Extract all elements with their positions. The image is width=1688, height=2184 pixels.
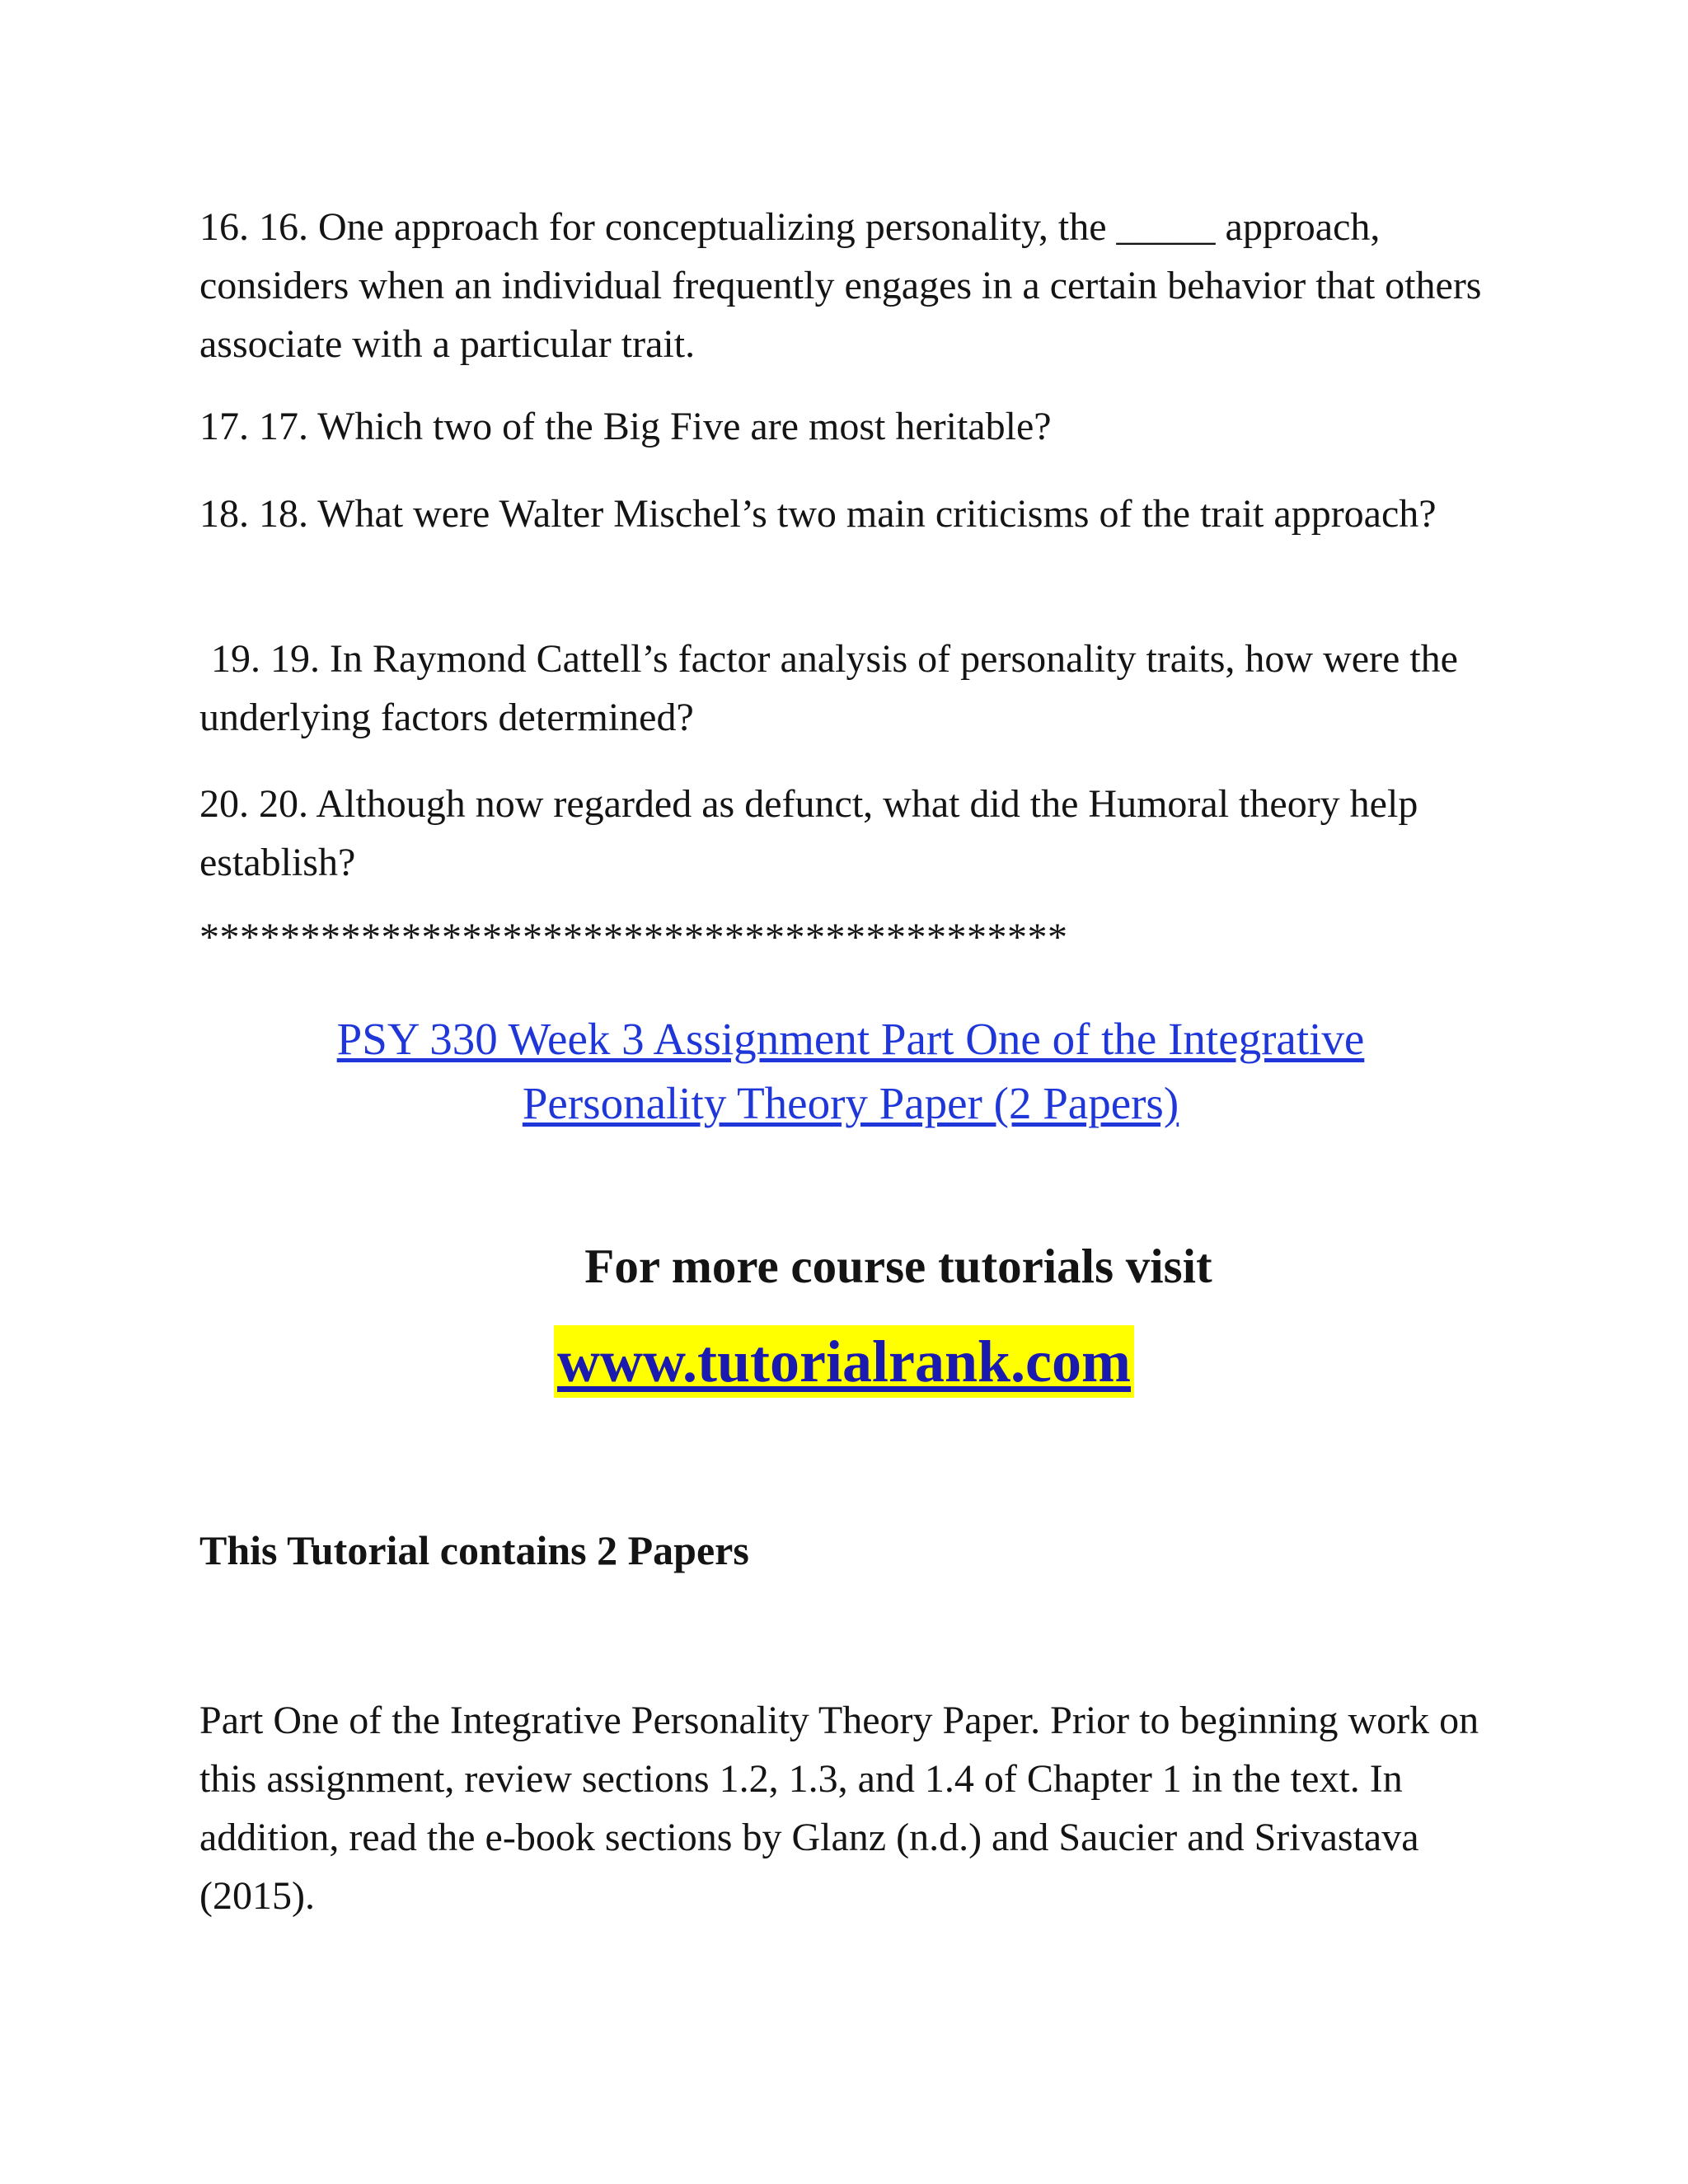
question-16-text: 16. One approach for conceptualizing personality, the _____ approach, considers when an individual frequently engages in a certain behavior that others associate with a particular trait.: [199, 205, 1482, 366]
question-17-number: 17.: [199, 405, 249, 448]
part-one-paragraph: Part One of the Integrative Personality Theory Paper. Prior to beginning work on this assignment, review sections 1.2, 1.3, and 1.4 of Chapter 1 in the text. In addition, read the e-book sections by Glanz (n.d.) and Saucier and Srivastava (2015).: [199, 1699, 1479, 1918]
course-title-line-1: PSY 330 Week 3 Assignment Part One of the Integrative: [336, 1014, 1365, 1064]
question-20: [199, 775, 1518, 892]
question-17-text: 17. Which two of the Big Five are most heritable?: [259, 405, 1052, 448]
question-18-text: 18. What were Walter Mischel’s two main criticisms of the trait approach?: [259, 492, 1437, 536]
question-20-text: 20. Although now regarded as defunct, what did the Humoral theory help establish?: [199, 782, 1418, 884]
site-link-row: [0, 1325, 1688, 1398]
course-link-block: [199, 1007, 1502, 1136]
question-18-number: 18.: [199, 492, 249, 536]
tutorialrank-site-link[interactable]: www.tutorialrank.com: [554, 1325, 1134, 1398]
question-18: [199, 485, 1518, 543]
question-17: [199, 397, 1518, 456]
question-19-number: 19.: [211, 637, 260, 681]
separator-line: *******************************************: [199, 916, 1068, 959]
question-19: [199, 630, 1518, 747]
question-16-number: 16.: [199, 205, 249, 249]
course-title-line-2: Personality Theory Paper (2 Papers): [522, 1078, 1179, 1128]
tutorial-contains-heading: This Tutorial contains 2 Papers: [199, 1527, 749, 1573]
question-20-number: 20.: [199, 782, 249, 826]
course-title-link[interactable]: [337, 1014, 1365, 1128]
question-16: [199, 198, 1518, 373]
visit-heading: For more course tutorials visit: [584, 1239, 1212, 1293]
question-19-text: 19. In Raymond Cattell’s factor analysis of personality traits, how were the underlying factors determined?: [199, 637, 1458, 739]
